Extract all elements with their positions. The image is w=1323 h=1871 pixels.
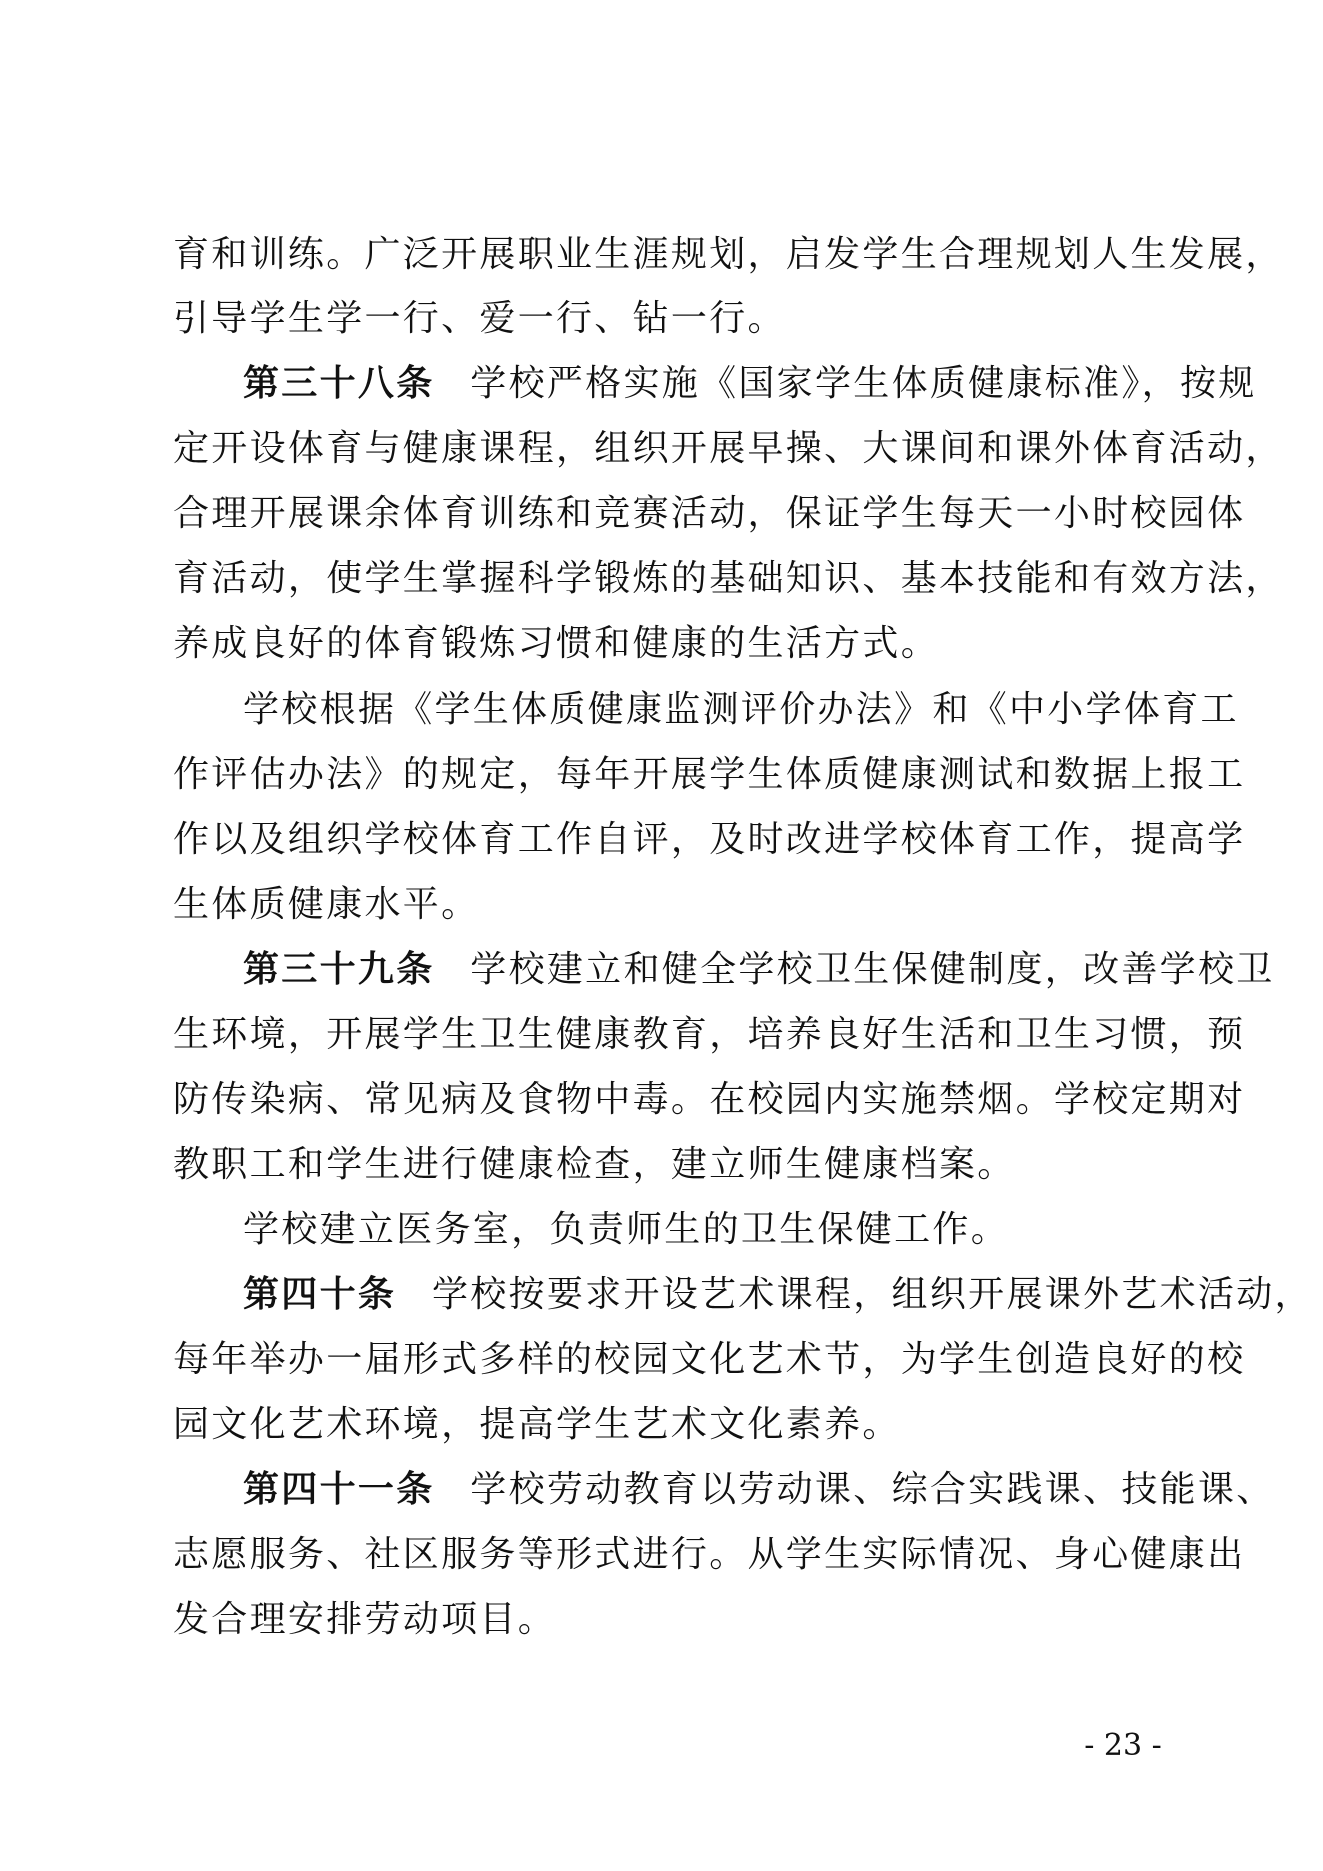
paragraph-line (173, 1143, 1173, 1187)
paragraph-line (173, 233, 1284, 277)
line-text: 育活动，使学生掌握科学锻炼的基础知识、基本技能和有效方法， (173, 558, 1284, 599)
paragraph-line (173, 427, 1284, 471)
line-text: 作以及组织学校体育工作自评，及时改进学校体育工作，提高学 (173, 819, 1246, 860)
page-number: - 23 - (1084, 1728, 1162, 1763)
line-text: 教职工和学生进行健康检查，建立师生健康档案。 (173, 1144, 1016, 1185)
article-heading: 第三十八条 (243, 363, 435, 404)
paragraph-line (173, 622, 1173, 666)
paragraph-line (173, 1013, 1246, 1057)
line-text: 学校劳动教育以劳动课、综合实践课、技能课、 (470, 1469, 1275, 1510)
paragraph-line (173, 753, 1246, 797)
paragraph-line (173, 1598, 1173, 1642)
paragraph-line (173, 1078, 1246, 1122)
article-heading: 第四十条 (243, 1274, 397, 1315)
line-text: 作评估办法》的规定，每年开展学生体质健康测试和数据上报工 (173, 754, 1246, 795)
line-text: 志愿服务、社区服务等形式进行。从学生实际情况、身心健康出 (173, 1534, 1246, 1575)
paragraph-line (173, 492, 1246, 536)
paragraph-line (173, 557, 1284, 601)
line-text: 学校按要求开设艺术课程，组织开展课外艺术活动， (431, 1274, 1313, 1315)
article-38-first-line (243, 362, 1257, 406)
article-heading: 第三十九条 (243, 949, 435, 990)
line-text: 园文化艺术环境，提高学生艺术文化素养。 (173, 1404, 901, 1445)
line-text: 定开设体育与健康课程，组织开展早操、大课间和课外体育活动， (173, 428, 1284, 469)
line-text: 学校严格实施《国家学生体质健康标准》，按规 (470, 363, 1257, 404)
paragraph-line (173, 1533, 1246, 1577)
line-text: 育和训练。广泛开展职业生涯规划，启发学生合理规划人生发展， (173, 234, 1284, 275)
line-text: 发合理安排劳动项目。 (173, 1599, 557, 1640)
article-39-first-line (243, 948, 1275, 992)
paragraph-line (173, 1403, 1173, 1447)
line-text: 学校建立医务室，负责师生的卫生保健工作。 (243, 1209, 1010, 1250)
article-41-first-line (243, 1468, 1275, 1512)
paragraph-line (173, 1338, 1246, 1382)
line-text: 养成良好的体育锻炼习惯和健康的生活方式。 (173, 623, 940, 664)
paragraph-line (173, 297, 1173, 341)
paragraph-line (243, 688, 1239, 732)
line-text: 学校建立和健全学校卫生保健制度，改善学校卫 (470, 949, 1275, 990)
paragraph-line (173, 883, 1173, 927)
line-text: 引导学生学一行、爱一行、钻一行。 (173, 298, 786, 339)
line-text: 生体质健康水平。 (173, 884, 480, 925)
line-text: 防传染病、常见病及食物中毒。在校园内实施禁烟。学校定期对 (173, 1079, 1246, 1120)
article-heading: 第四十一条 (243, 1469, 435, 1510)
article-40-first-line (243, 1273, 1313, 1317)
line-text: 每年举办一届形式多样的校园文化艺术节，为学生创造良好的校 (173, 1339, 1246, 1380)
paragraph-line (173, 818, 1246, 862)
line-text: 学校根据《学生体质健康监测评价办法》和《中小学体育工 (243, 689, 1239, 730)
line-text: 合理开展课余体育训练和竞赛活动，保证学生每天一小时校园体 (173, 493, 1246, 534)
line-text: 生环境，开展学生卫生健康教育，培养良好生活和卫生习惯，预 (173, 1014, 1246, 1055)
paragraph-line (243, 1208, 1173, 1252)
